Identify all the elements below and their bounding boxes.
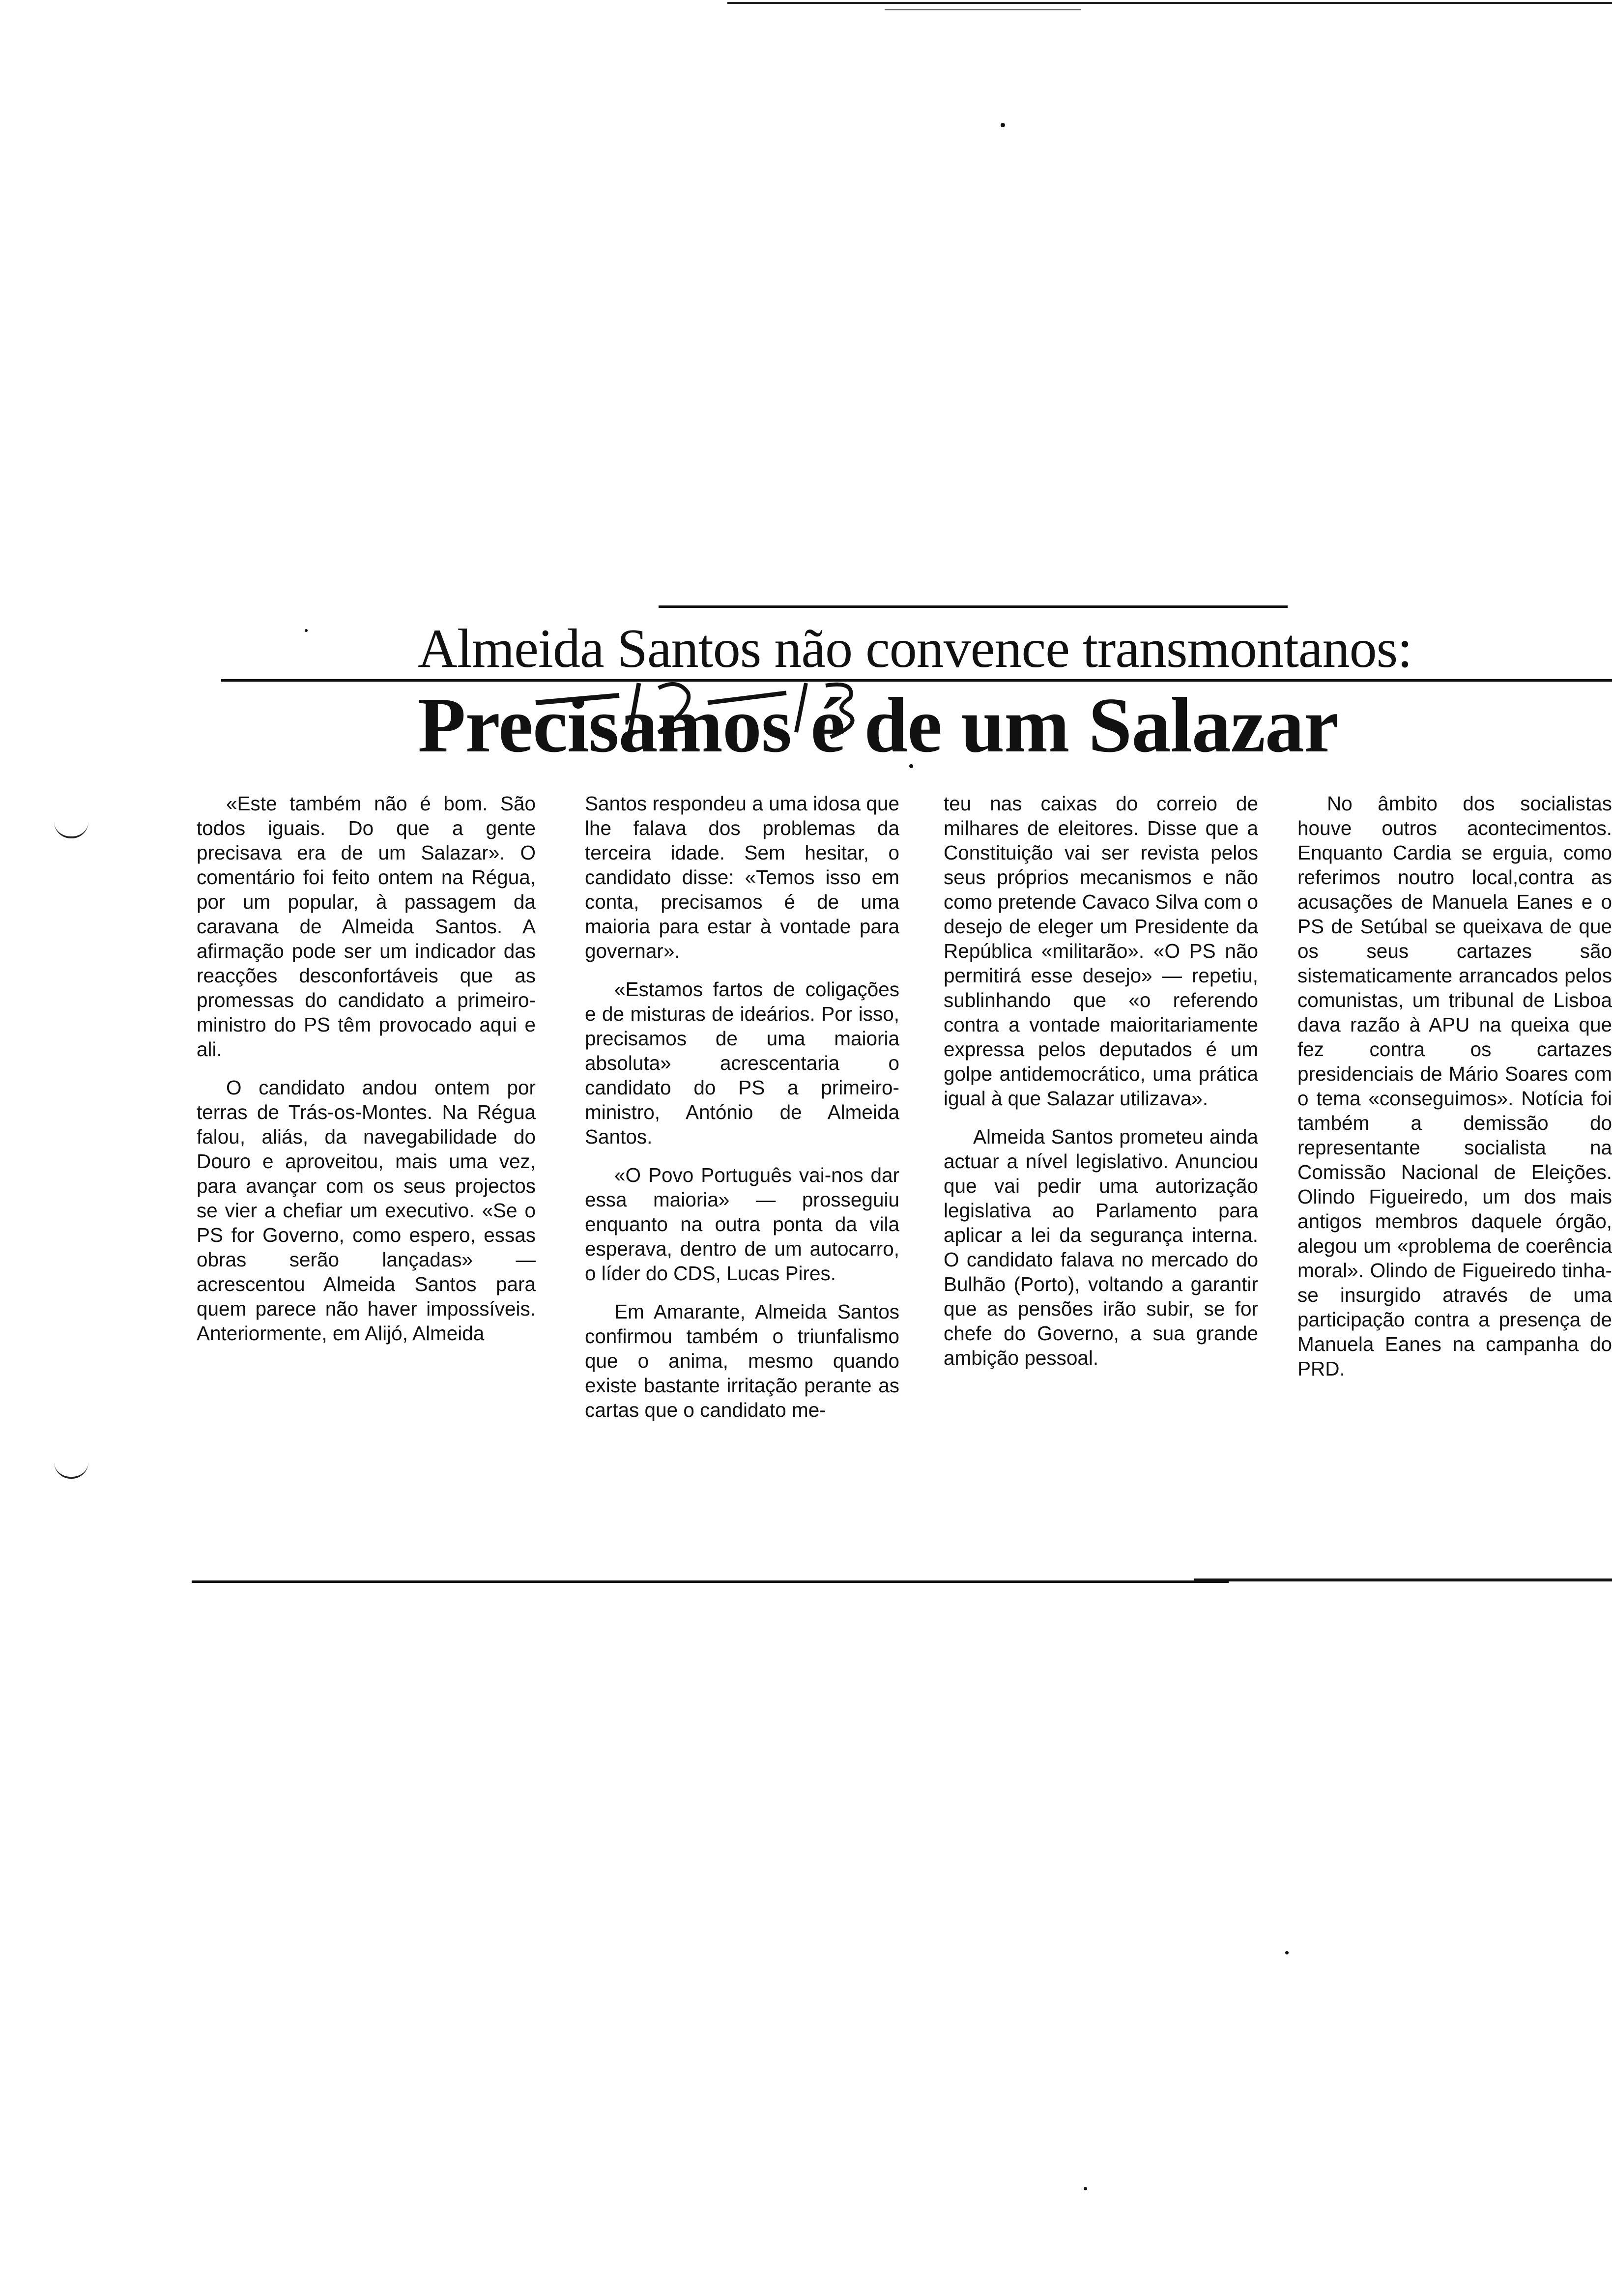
article-kicker: Almeida Santos não convence transmontanos: [418,618,1412,679]
margin-punch-mark [54,822,88,838]
article-bottom-rule [192,1580,1229,1583]
scan-edge-line [727,2,1612,4]
article-body [197,791,1612,1563]
paragraph: Em Amarante, Almeida Santos confirmou também o triunfalismo que o anima, mesmo quando existe bastante irritação perante as cartas que o candidato me- [585,1300,899,1421]
article-column-4 [1297,791,1612,1563]
paragraph: Almeida Santos prometeu ainda actuar a nível legislativo. Anunciou que vai pedir uma autorização legislativa ao Parlamento para aplicar a lei da segurança interna. O candidato falava no mercado do Bulhão (Porto), voltando a garantir que as pensões irão subir, se for chefe do Governo, a sua grande ambição pessoal. [944,1125,1258,1369]
paragraph: «O Povo Português vai-nos dar essa maioria» — prosseguiu enquanto na outra ponta da vila esperava, dentro de um autocarro, o líder do CDS, Lucas Pires. [585,1164,899,1285]
scan-speck [305,629,308,632]
scan-speck [1285,1951,1289,1954]
scan-speck [1001,123,1005,127]
scan-edge-line [885,9,1081,10]
paragraph: «Estamos fartos de coligações e de misturas de ideários. Por isso, precisamos de uma maioria absoluta» acrescentaria o candidato do PS a primeiro-ministro, António de Almeida Santos. [585,978,899,1148]
margin-punch-mark [54,1462,88,1479]
paragraph: No âmbito dos socialistas houve outros acontecimentos. Enquanto Cardia se erguia, como referimos noutro local,contra as acusações de Manuela Eanes e o PS de Setúbal se queixava de que os seus cartazes são sistematicamente arrancados pelos comunistas, um tribunal de Lisboa dava razão à APU na queixa que fez contra os cartazes presidenciais de Mário Soares com o tema «conseguimos». Notícia foi também a demissão do representante socialista na Comissão Nacional de Eleições. Olindo Figueiredo, um dos mais antigos membros daquele órgão, alegou um «problema de coerência moral». Olindo de Figueiredo tinha-se insurgido através de uma participação contra a presença de Manuela Eanes na campanha do PRD. [1297,792,1612,1380]
handwritten-date-annotation [531,673,904,742]
article-column-3 [944,791,1258,1563]
article-bottom-rule [1194,1578,1612,1581]
paragraph: «Este também não é bom. São todos iguais. Do que a gente precisava era de um Salazar». O comentário foi feito ontem na Régua, por um popular, à passagem da caravana de Almeida Santos. A afirmação pode ser um indicador das reacções desconfortáveis que as promessas do candidato a primeiro-ministro do PS têm provocado aqui e ali. [197,792,536,1061]
article-headline: Precisamos é de um Salazar [418,681,1338,769]
scan-speck [1084,2187,1087,2190]
paragraph: O candidato andou ontem por terras de Trás-os-Montes. Na Régua falou, aliás, da navegabilidade do Douro e aproveitou, mais uma vez, para avançar com os seus projectos se vier a chefiar um executivo. «Se o PS for Governo, como espero, essas obras serão lançadas» — acrescentou Almeida Santos para quem parece não haver impossíveis. Anteriormente, em Alijó, Almeida [197,1076,536,1345]
article-column-2 [585,791,899,1563]
headline-top-rule [659,605,1288,608]
paragraph: Santos respondeu a uma idosa que lhe falava dos problemas da terceira idade. Sem hesitar, o candidato disse: «Temos isso em conta, precisamos é de uma maioria para estar à vontade para governar». [585,792,899,962]
paragraph: teu nas caixas do correio de milhares de eleitores. Disse que a Constituição vai ser revista pelos seus próprios mecanismos e não como pretende Cavaco Silva com o desejo de eleger um Presidente da República «militarão». «O PS não permitirá esse desejo» — repetiu, sublinhando que «o referendo contra a vontade maioritariamente expressa pelos deputados é um golpe antidemocrático, uma prática igual à que Salazar utilizava». [944,792,1258,1110]
article-column-1 [197,791,536,1563]
